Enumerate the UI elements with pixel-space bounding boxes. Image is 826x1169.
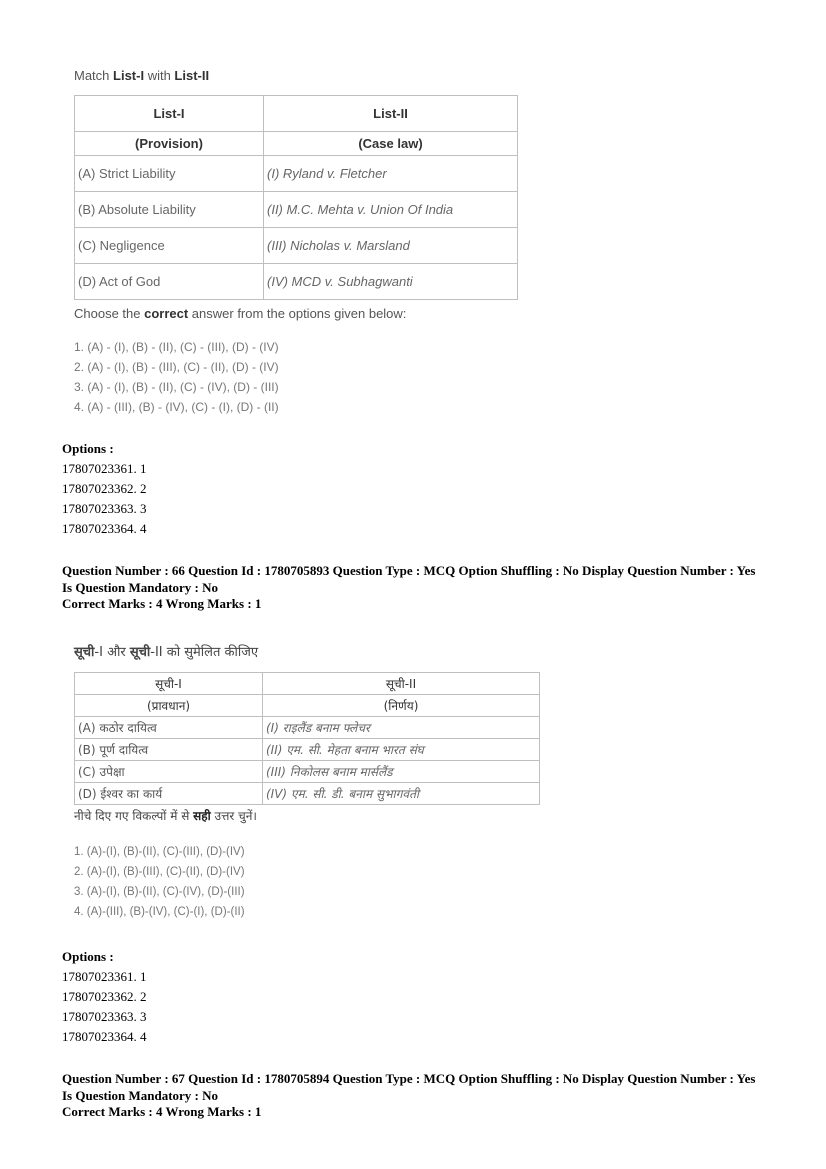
table-cell-case-law: (III) Nicholas v. Marsland bbox=[264, 228, 518, 264]
option-item: 17807023364. 4 bbox=[62, 521, 147, 536]
instruction-text: नीचे दिए गए विकल्पों में से bbox=[74, 809, 194, 823]
question-meta-line: Question Number : 67 Question Id : 1780705894 Question Type : MCQ Option Shuffling : No Display Question Number : Yes bbox=[62, 1071, 756, 1086]
table-cell-provision: (C) Negligence bbox=[75, 228, 264, 264]
option-item: 17807023361. 1 bbox=[62, 969, 147, 984]
table-subheader-provision: (Provision) bbox=[75, 132, 264, 156]
table-cell-provision: (B) Absolute Liability bbox=[75, 192, 264, 228]
table-cell-judgement: (I) राइलैंड बनाम फ्लेचर bbox=[263, 717, 540, 739]
question-meta-66 bbox=[62, 563, 755, 613]
prompt-text: -II को सुमेलित कीजिए bbox=[150, 645, 259, 660]
option-item: 17807023362. 2 bbox=[62, 989, 147, 1004]
option-item: 17807023363. 3 bbox=[62, 1009, 147, 1024]
answer-item: 2. (A)-(I), (B)-(III), (C)-(II), (D)-(IV) bbox=[74, 866, 245, 878]
choose-instruction bbox=[74, 306, 534, 321]
answer-item: 1. (A) - (I), (B) - (II), (C) - (III), (D) - (IV) bbox=[74, 340, 279, 354]
prompt-suchi: सूची bbox=[129, 645, 151, 660]
instruction-text: answer from the options given below: bbox=[188, 306, 407, 321]
table-subheader-judgement: (निर्णय) bbox=[263, 695, 540, 717]
instruction-text: Choose the bbox=[74, 306, 145, 321]
question-marks-line: Correct Marks : 4 Wrong Marks : 1 bbox=[62, 1104, 262, 1119]
question-block-english bbox=[74, 68, 534, 417]
option-item: 17807023362. 2 bbox=[62, 481, 147, 496]
option-item: 17807023363. 3 bbox=[62, 501, 147, 516]
choose-instruction bbox=[74, 807, 554, 824]
answer-item: 3. (A) - (I), (B) - (II), (C) - (IV), (D) - (III) bbox=[74, 380, 279, 394]
option-item: 17807023361. 1 bbox=[62, 461, 147, 476]
question-prompt bbox=[74, 68, 534, 83]
answer-item: 1. (A)-(I), (B)-(II), (C)-(III), (D)-(IV) bbox=[74, 846, 245, 858]
table-header-list-ii: सूची-II bbox=[263, 673, 540, 695]
answer-list bbox=[74, 842, 554, 922]
table-cell-provision: (D) ईश्वर का कार्य bbox=[75, 783, 263, 805]
table-cell-case-law: (IV) MCD v. Subhagwanti bbox=[264, 264, 518, 300]
table-header-list-i: सूची-I bbox=[75, 673, 263, 695]
table-subheader-case-law: (Case law) bbox=[264, 132, 518, 156]
option-item: 17807023364. 4 bbox=[62, 1029, 147, 1044]
answer-item: 2. (A) - (I), (B) - (III), (C) - (II), (D) - (IV) bbox=[74, 360, 279, 374]
prompt-text: -I और bbox=[94, 645, 130, 660]
instruction-bold: सही bbox=[193, 809, 211, 823]
table-cell-provision: (D) Act of God bbox=[75, 264, 264, 300]
question-meta-line: Question Number : 66 Question Id : 1780705893 Question Type : MCQ Option Shuffling : No Display Question Number : Yes bbox=[62, 563, 756, 578]
table-cell-provision: (C) उपेक्षा bbox=[75, 761, 263, 783]
question-prompt bbox=[74, 642, 554, 660]
question-mandatory-line: Is Question Mandatory : No bbox=[62, 579, 219, 595]
match-table bbox=[74, 95, 518, 300]
instruction-text: उत्तर चुनें। bbox=[210, 809, 257, 823]
options-label: Options : bbox=[62, 949, 114, 964]
table-cell-provision: (B) पूर्ण दायित्व bbox=[75, 739, 263, 761]
prompt-list-ii: List-II bbox=[174, 68, 210, 83]
prompt-text: with bbox=[144, 68, 175, 83]
question-mandatory-line: Is Question Mandatory : No bbox=[62, 1087, 219, 1103]
table-cell-judgement: (II) एम. सी. मेहता बनाम भारत संघ bbox=[263, 739, 540, 761]
table-cell-provision: (A) कठोर दायित्व bbox=[75, 717, 263, 739]
question-meta-67 bbox=[62, 1071, 755, 1121]
table-subheader-provision: (प्रावधान) bbox=[75, 695, 263, 717]
prompt-text: Match bbox=[74, 68, 114, 83]
prompt-suchi: सूची bbox=[74, 645, 95, 660]
answer-item: 4. (A) - (III), (B) - (IV), (C) - (I), (D) - (II) bbox=[74, 400, 279, 414]
table-cell-judgement: (IV) एम. सी. डी. बनाम सुभागवंती bbox=[263, 783, 540, 805]
question-marks-line: Correct Marks : 4 Wrong Marks : 1 bbox=[62, 596, 262, 611]
table-cell-case-law: (II) M.C. Mehta v. Union Of India bbox=[264, 192, 518, 228]
table-cell-judgement: (III) निकोलस बनाम मार्सलैंड bbox=[263, 761, 540, 783]
prompt-list-i: List-I bbox=[113, 68, 145, 83]
match-table bbox=[74, 672, 540, 805]
answer-list bbox=[74, 337, 534, 417]
table-header-list-i: List-I bbox=[75, 96, 264, 132]
options-block bbox=[62, 947, 147, 1047]
options-label: Options : bbox=[62, 441, 114, 456]
table-header-list-ii: List-II bbox=[264, 96, 518, 132]
question-block-hindi bbox=[74, 642, 554, 922]
answer-item: 4. (A)-(III), (B)-(IV), (C)-(I), (D)-(II) bbox=[74, 906, 245, 918]
answer-item: 3. (A)-(I), (B)-(II), (C)-(IV), (D)-(III) bbox=[74, 886, 245, 898]
table-cell-provision: (A) Strict Liability bbox=[75, 156, 264, 192]
options-block bbox=[62, 439, 147, 539]
table-cell-case-law: (I) Ryland v. Fletcher bbox=[264, 156, 518, 192]
instruction-bold: correct bbox=[144, 306, 189, 321]
